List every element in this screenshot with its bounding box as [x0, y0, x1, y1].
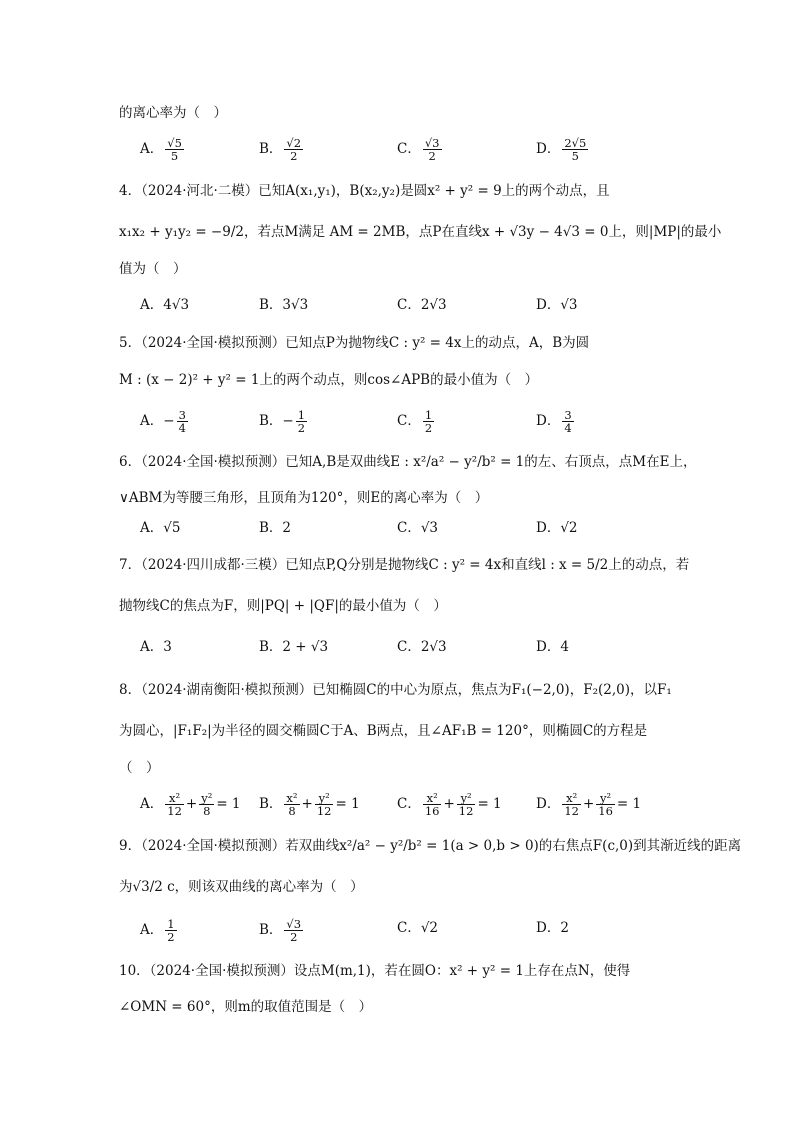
q4-line1: 4．（2024·河北·二模）已知A(x₁,y₁)，B(x₂,y₂)是圆x² + y² = 9上的两个动点，且 — [119, 183, 610, 199]
q8-line3: （ ） — [119, 760, 160, 776]
q6-line2: ∨ABM为等腰三角形，且顶角为120°，则E的离心率为（ ） — [119, 490, 489, 506]
q9-line1: 9．（2024·全国·模拟预测）若双曲线x²/a² − y²/b² = 1(a > 0,b > 0)的右焦点F(c,0)到其渐近线的距离 — [119, 838, 742, 854]
q7-line2: 抛物线C的焦点为F，则|PQ| + |QF|的最小值为（ ） — [119, 598, 447, 614]
q3-option-b: B． $\frac{√2}{2}$ — [259, 136, 302, 164]
q4-option-b: B．3√3 — [259, 297, 309, 313]
q6-option-a: A．√5 — [140, 520, 181, 536]
q7-option-c: C．2√3 — [397, 639, 447, 655]
q8-line2: 为圆心，|F₁F₂|为半径的圆交椭圆C于A、B两点，且∠AF₁B = 120°，则椭圆C的方程是 — [119, 723, 648, 739]
q8-option-a: A． $\frac{\text{x²}}{12}$ + $\frac{\text{y²}}{8}$ = 1 — [140, 791, 241, 819]
q7-option-a: A．3 — [140, 639, 172, 655]
q10-line2: ∠OMN = 60°，则m的取值范围是（ ） — [119, 999, 373, 1015]
q5-line1: 5．（2024·全国·模拟预测）已知点P为抛物线C : y² = 4x上的动点，A，B为圆 — [119, 335, 590, 351]
q8-line1: 8．（2024·湖南衡阳·模拟预测）已知椭圆C的中心为原点，焦点为F₁(−2,0)，F₂(2,0)，以F₁ — [119, 682, 672, 698]
q9-option-b: B． $\frac{√3}{2}$ — [259, 917, 302, 945]
q9-option-c: C．√2 — [397, 920, 439, 936]
q6-option-d: D．√2 — [536, 520, 578, 536]
q7-option-d: D．4 — [536, 639, 569, 655]
q9-option-a: A． $\frac{1}{2}$ — [140, 917, 175, 945]
q5-line2: M : (x − 2)² + y² = 1上的两个动点，则cos∠APB的最小值为（ ） — [119, 372, 539, 388]
q3-option-a: A． $\frac{√5}{5}$ — [140, 136, 182, 164]
q3-stem: 的离心率为（ ） — [119, 105, 227, 121]
q3-option-d: D． $\frac{2√5}{5}$ — [536, 136, 587, 164]
q9-line2: 为√3/2 c，则该双曲线的离心率为（ ） — [119, 879, 364, 895]
q8-option-c: C． $\frac{\text{x²}}{16}$ + $\frac{\text{y²}}{12}$ = 1 — [397, 791, 502, 819]
q4-option-d: D．√3 — [536, 297, 578, 313]
q5-option-a: A．− $\frac{3}{4}$ — [140, 408, 186, 436]
q9-option-d: D．2 — [536, 920, 569, 936]
q5-option-d: D． $\frac{3}{4}$ — [536, 408, 572, 436]
q3-option-c: C． $\frac{√3}{2}$ — [397, 136, 440, 164]
q4-line2: x₁x₂ + y₁y₂ = −9/2，若点M满足 AM = 2MB，点P在直线x + √3y − 4√3 = 0上，则|MP|的最小 — [119, 224, 722, 240]
q4-option-c: C．2√3 — [397, 297, 447, 313]
q6-option-c: C．√3 — [397, 520, 439, 536]
q5-option-b: B．− $\frac{1}{2}$ — [259, 408, 306, 436]
q8-option-d: D． $\frac{\text{x²}}{12}$ + $\frac{\text{y²}}{16}$ = 1 — [536, 791, 642, 819]
q4-option-a: A．4√3 — [140, 297, 190, 313]
q7-option-b: B．2 + √3 — [259, 639, 329, 655]
q10-line1: 10．（2024·全国·模拟预测）设点M(m,1)，若在圆O：x² + y² = 1上存在点N，使得 — [119, 963, 631, 979]
q4-line3: 值为（ ） — [119, 261, 187, 277]
q6-option-b: B．2 — [259, 520, 292, 536]
q6-line1: 6．（2024·全国·模拟预测）已知A,B是双曲线E : x²/a² − y²/b² = 1的左、右顶点，点M在E上， — [119, 454, 697, 470]
q5-option-c: C． $\frac{1}{2}$ — [397, 408, 433, 436]
q7-line1: 7．（2024·四川成都·三模）已知点P,Q分别是抛物线C : y² = 4x和直线l : x = 5/2上的动点，若 — [119, 557, 690, 573]
q8-option-b: B． $\frac{\text{x²}}{8}$ + $\frac{\text{y²}}{12}$ = 1 — [259, 791, 360, 819]
